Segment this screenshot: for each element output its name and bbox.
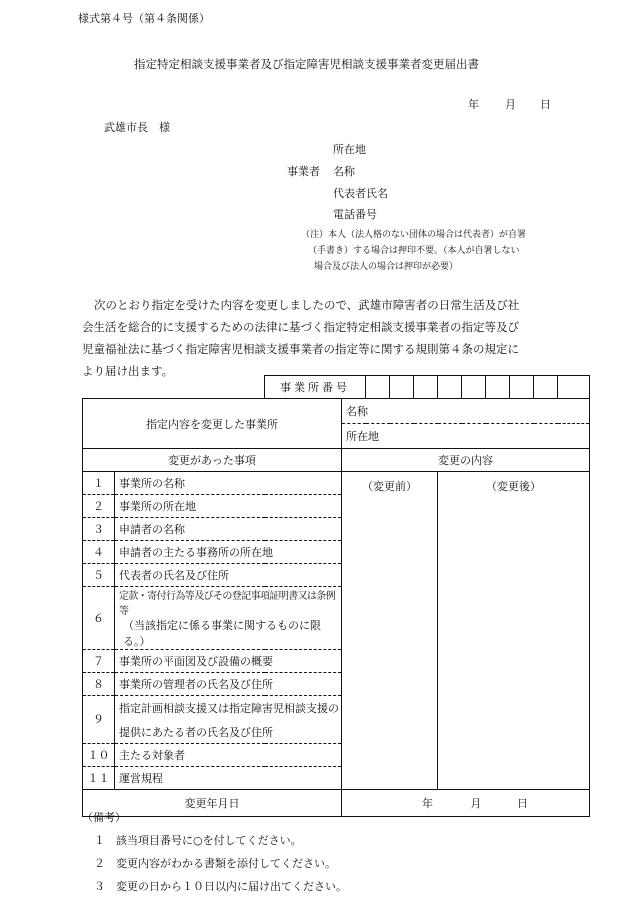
office-number-box[interactable] [558, 376, 590, 399]
office-number-box[interactable] [534, 376, 558, 399]
office-number-box[interactable] [390, 376, 414, 399]
body-line: 次のとおり指定を受けた内容を変更しましたので、武雄市障害者の日常生活及び社 [94, 298, 520, 312]
date-day-label: 日 [540, 98, 551, 111]
item-text: 事業所の名称 [115, 472, 342, 495]
item-number[interactable]: ８ [83, 673, 115, 696]
item-number[interactable]: ５ [83, 564, 115, 587]
item-text: 事業所の所在地 [115, 495, 342, 518]
change-date-day: 日 [517, 796, 528, 810]
body-line: 児童福祉法に基づく指定障害児相談支援事業者の指定等に関する規則第４条の規定に [82, 342, 519, 356]
item-text: 申請者の名称 [115, 518, 342, 541]
item-number[interactable]: ６ [83, 587, 115, 650]
date-year-label: 年 [468, 98, 479, 111]
change-date-field[interactable] [342, 789, 590, 816]
item-text-continued: 提供にあたる者の氏名及び住所 [115, 721, 342, 744]
after-change-area[interactable] [438, 472, 590, 790]
item-number[interactable]: １ [83, 472, 115, 495]
applicant-label: 事業者 [287, 165, 320, 178]
applicant-note-line: 場合及び法人の場合は押印が必要） [314, 262, 459, 272]
applicant-phone-label: 電話番号 [333, 208, 377, 221]
change-form-table [82, 375, 590, 817]
item-text: 指定計画相談支援又は指定障害児相談支援の [115, 696, 342, 721]
note-item: １ 該当項目番号に○を付してください。 [94, 834, 302, 847]
notes-heading: （備考） [82, 811, 126, 824]
applicant-note-line: （手書き）する場合は押印不要。（本人が自署しない [308, 246, 520, 256]
change-date-month: 月 [470, 796, 482, 810]
change-date-year: 年 [422, 796, 433, 810]
applicant-note-line: （注）本人（法人格のない団体の場合は代表者）が自署 [301, 230, 527, 240]
item-number[interactable]: １１ [83, 766, 115, 789]
applicant-rep-label: 代表者氏名 [333, 187, 388, 200]
applicant-name-label: 名称 [333, 165, 355, 178]
addressee: 武雄市長 様 [104, 121, 170, 134]
office-number-box[interactable] [462, 376, 486, 399]
body-line: より届け出ます。 [82, 364, 174, 378]
applicant-address-label: 所在地 [333, 143, 366, 156]
item-number[interactable]: １０ [83, 743, 115, 766]
office-number-box[interactable] [510, 376, 534, 399]
office-address-field[interactable] [342, 424, 590, 449]
item-number[interactable]: ９ [83, 696, 115, 744]
item-text: 事業所の平面図及び設備の概要 [115, 650, 342, 673]
office-number-box[interactable] [486, 376, 510, 399]
item-text: 主たる対象者 [115, 743, 342, 766]
before-change-area[interactable] [342, 472, 438, 790]
office-name-label: 名称 [346, 405, 368, 418]
changed-items-header: 変更があった事項 [83, 449, 342, 472]
item-text: 代表者の氏名及び住所 [115, 564, 342, 587]
office-number-box[interactable] [366, 376, 390, 399]
item-number[interactable]: ７ [83, 650, 115, 673]
office-number-box[interactable] [438, 376, 462, 399]
notes-section [82, 806, 347, 898]
applicant-note [301, 227, 526, 275]
changed-office-label: 指定内容を変更した事業所 [83, 399, 342, 449]
item-number[interactable]: ４ [83, 541, 115, 564]
change-content-header: 変更の内容 [342, 449, 590, 472]
change-date-label: 変更年月日 [83, 789, 342, 816]
item-text: 申請者の主たる事務所の所在地 [115, 541, 342, 564]
item-text: 定款・寄付行為等及びその登記事項証明書又は条例等 [115, 587, 342, 618]
item-number[interactable]: ３ [83, 518, 115, 541]
body-line: 会生活を総合的に支援するための法律に基づく指定特定相談支援事業者の指定等及び [82, 320, 519, 334]
note-item: ２ 変更内容がわかる書類を添付してください。 [94, 857, 336, 870]
form-number: 様式第４号（第４条関係） [78, 12, 210, 25]
body-paragraph [82, 294, 602, 382]
before-label: （変更前） [362, 480, 417, 493]
document-title: 指定特定相談支援事業者及び指定障害児相談支援事業者変更届出書 [134, 57, 479, 71]
note-item: ３ 変更の日から１０日以内に届け出てください。 [94, 880, 347, 893]
after-label: （変更後） [486, 480, 541, 493]
office-name-field[interactable] [342, 399, 590, 424]
office-number-box[interactable] [414, 376, 438, 399]
office-address-label: 所在地 [346, 430, 379, 443]
item-number[interactable]: ２ [83, 495, 115, 518]
date-month-label: 月 [505, 98, 516, 111]
item-text: 事業所の管理者の氏名及び住所 [115, 673, 342, 696]
item-text: 運営規程 [115, 766, 342, 789]
office-number-label: 事業所番号 [265, 376, 366, 399]
item-text-continued: （当該指定に係る事業に関するものに限る。） [115, 617, 342, 650]
